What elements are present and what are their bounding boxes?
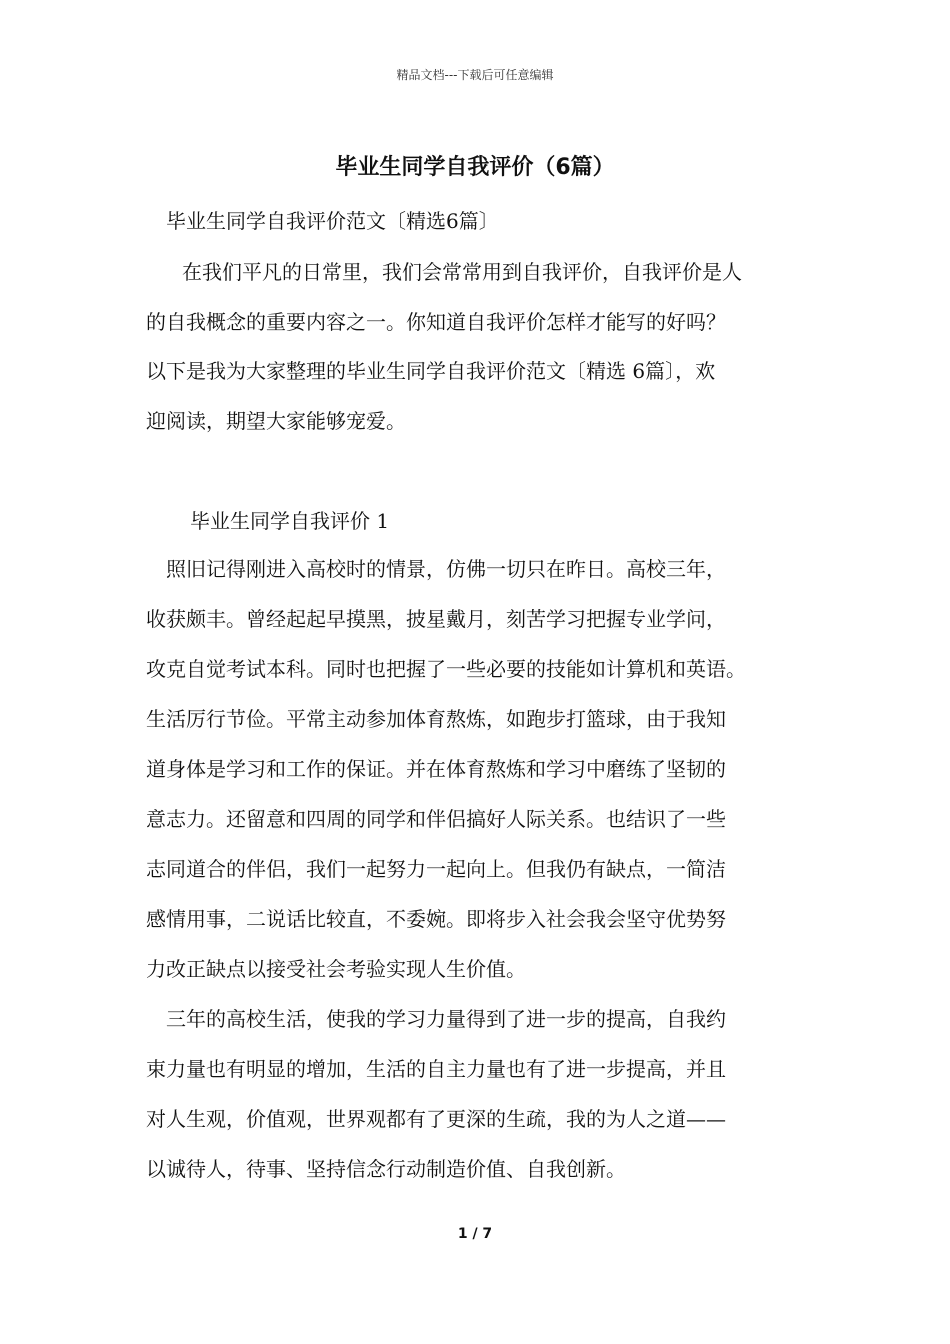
paragraph-line: 对人生观，价值观，世界观都有了更深的生疏，我的为人之道——	[146, 1107, 726, 1131]
paragraph-line: 攻克自觉考试本科。同时也把握了一些必要的技能如计算机和英语。	[146, 657, 746, 681]
paragraph-line: 感情用事，二说话比较直，不委婉。即将步入社会我会坚守优势努	[146, 907, 726, 931]
paragraph-line: 力改正缺点以接受社会考验实现人生价值。	[146, 957, 526, 981]
intro-line: 在我们平凡的日常里，我们会常常用到自我评价，自我评价是人	[182, 260, 742, 284]
paragraph-line: 三年的高校生活，使我的学习力量得到了进一步的提高，自我约	[166, 1007, 726, 1031]
paragraph-line: 生活厉行节俭。平常主动参加体育熬炼，如跑步打篮球，由于我知	[146, 707, 726, 731]
section-heading: 毕业生同学自我评价 1	[190, 509, 390, 533]
paragraph-line: 道身体是学习和工作的保证。并在体育熬炼和学习中磨练了坚韧的	[146, 757, 726, 781]
document-title: 毕业生同学自我评价（6篇）	[335, 155, 615, 180]
paragraph-line: 志同道合的伴侣，我们一起努力一起向上。但我仍有缺点，一简洁	[146, 857, 726, 881]
paragraph-line: 照旧记得刚进入高校时的情景，仿佛一切只在昨日。高校三年，	[166, 557, 726, 581]
page-number: 1 / 7	[457, 1226, 493, 1242]
paragraph-line: 收获颇丰。曾经起起早摸黑，披星戴月，刻苦学习把握专业学问，	[146, 607, 726, 631]
paragraph-line: 束力量也有明显的增加，生活的自主力量也有了进一步提高，并且	[146, 1057, 726, 1081]
subtitle: 毕业生同学自我评价范文〔精选6篇〕	[166, 209, 499, 233]
paragraph-line: 以诚待人，待事、坚持信念行动制造价值、自我创新。	[146, 1157, 626, 1181]
intro-line: 以下是我为大家整理的毕业生同学自我评价范文〔精选 6篇〕，欢	[146, 359, 716, 383]
intro-line: 迎阅读，期望大家能够宠爱。	[146, 409, 406, 433]
header-note: 精品文档---下载后可任意编辑	[396, 68, 554, 82]
paragraph-line: 意志力。还留意和四周的同学和伴侣搞好人际关系。也结识了一些	[146, 807, 726, 831]
intro-line: 的自我概念的重要内容之一。你知道自我评价怎样才能写的好吗？	[146, 310, 726, 334]
